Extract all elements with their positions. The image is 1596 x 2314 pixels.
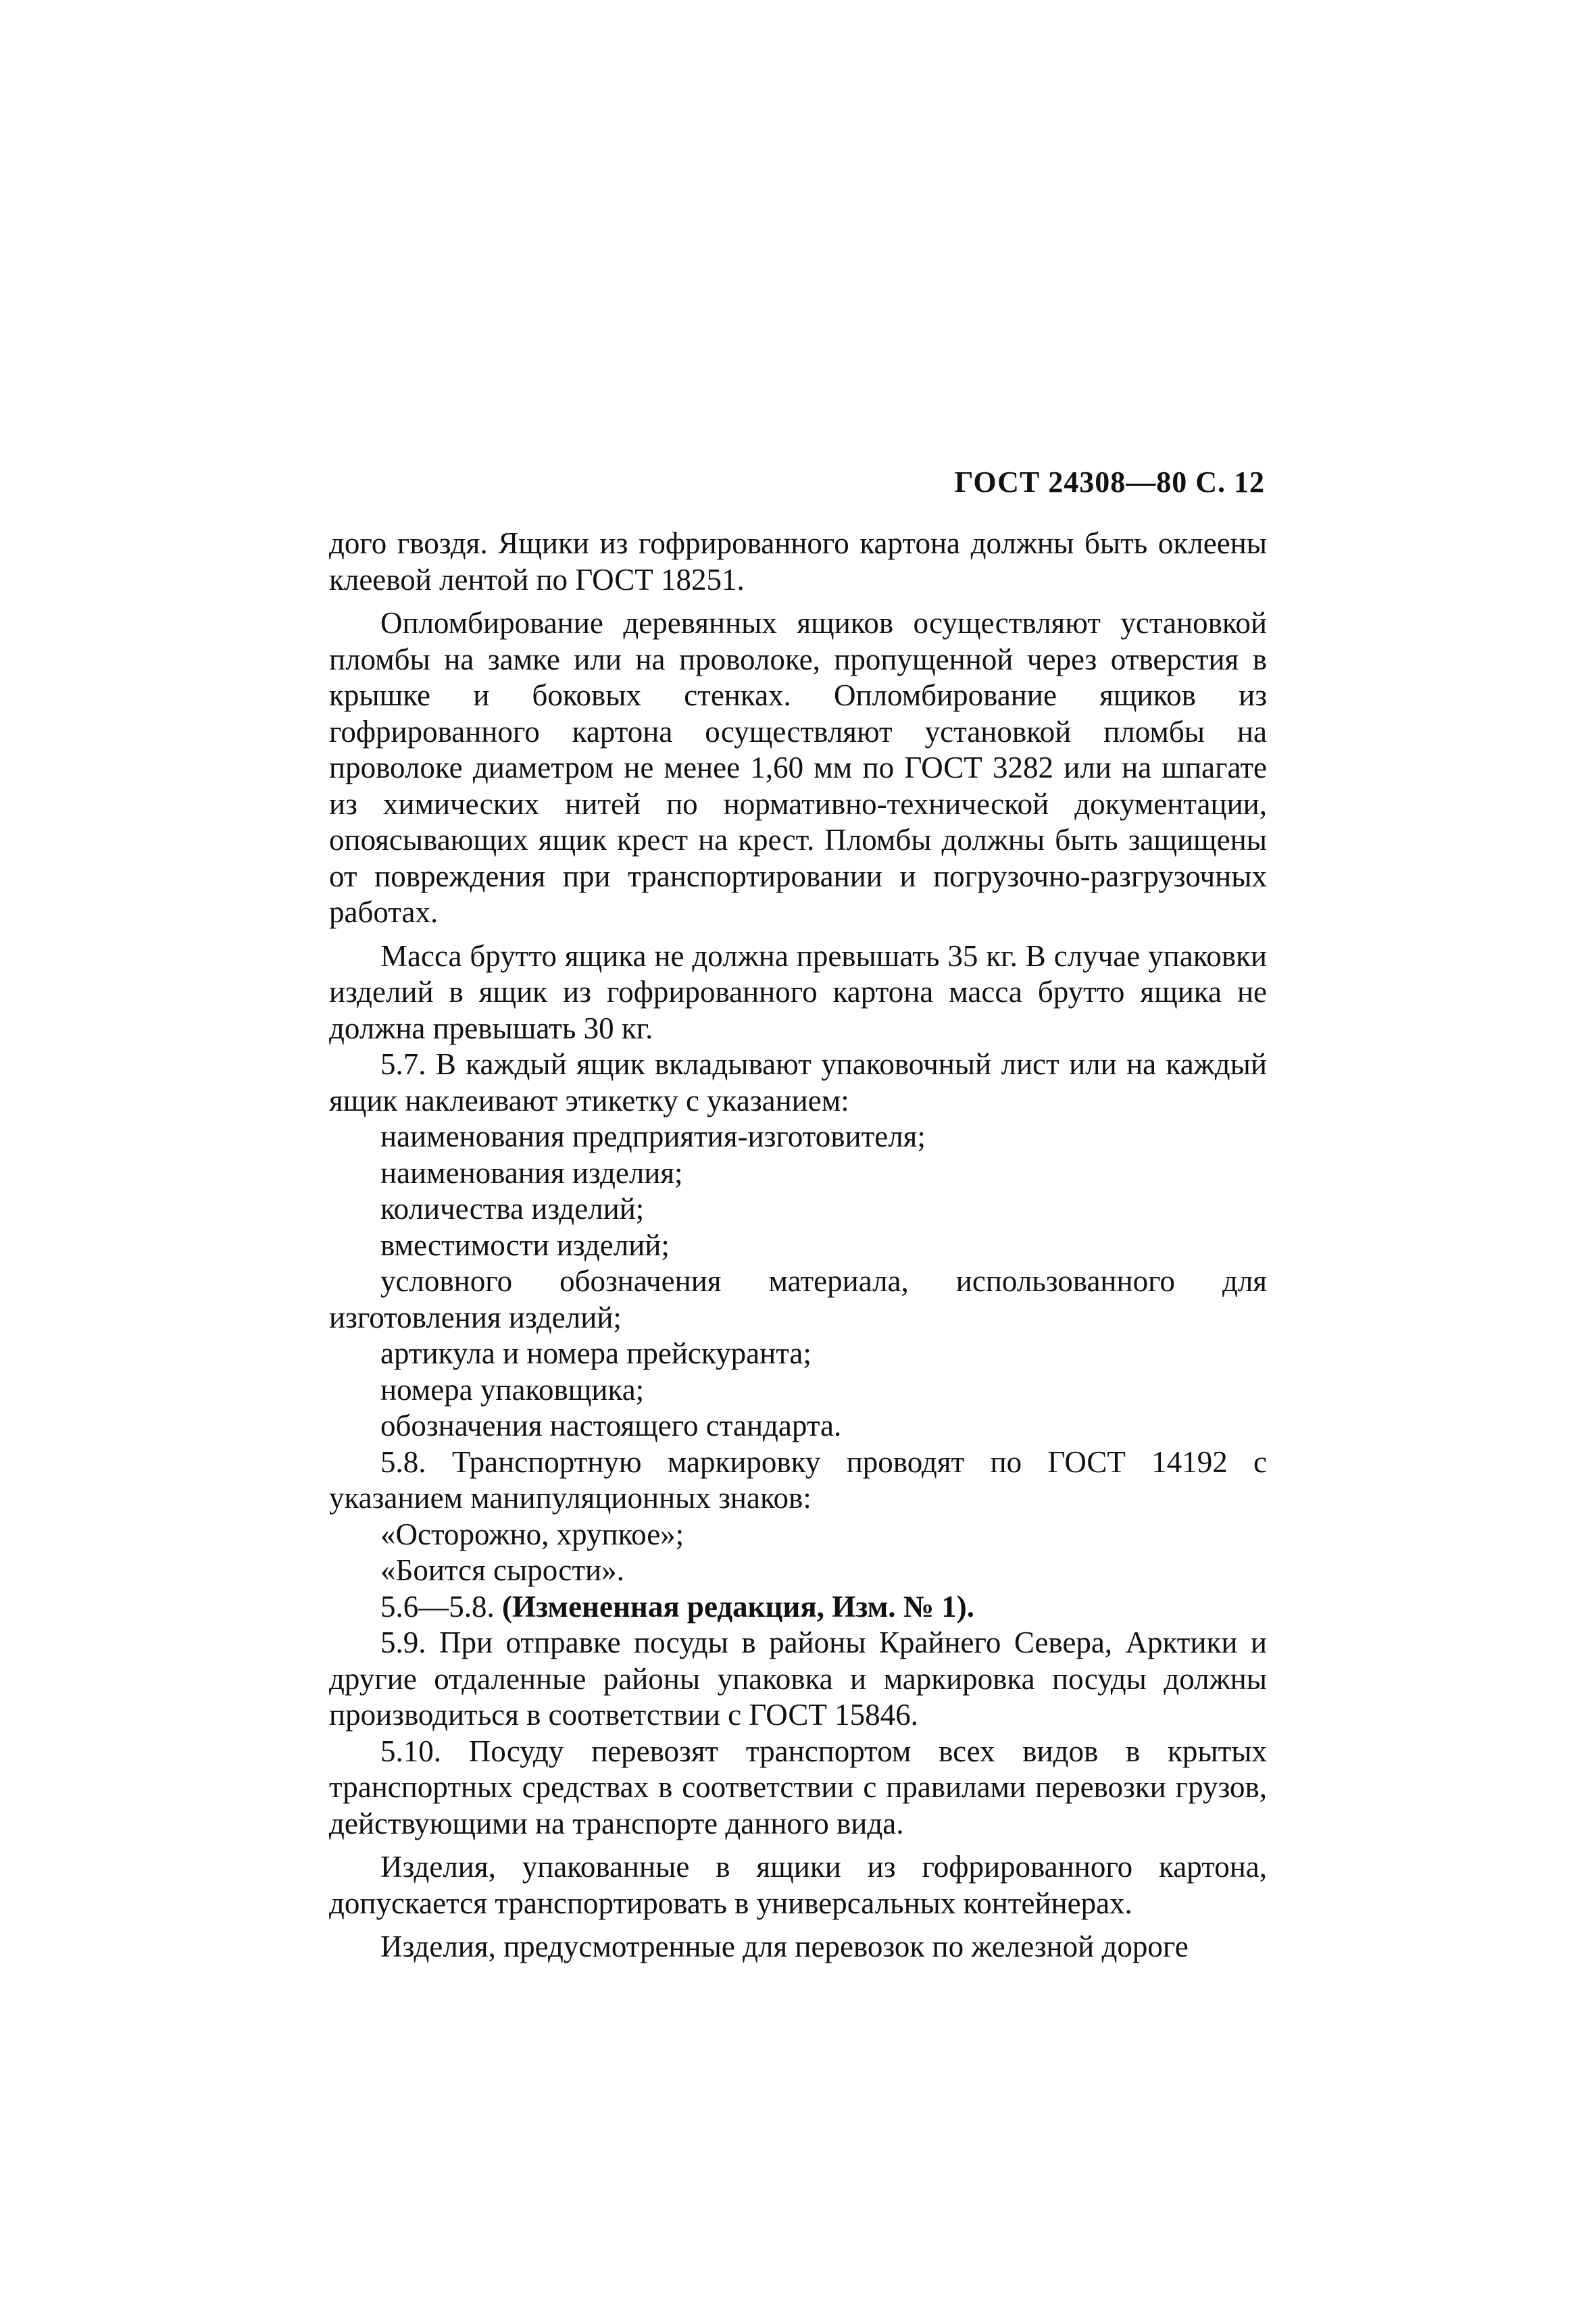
amendment-ref: 5.6—5.8. (380, 1589, 495, 1624)
list-item: «Осторожно, хрупкое»; (380, 1517, 684, 1551)
label-contents-list (329, 1119, 1267, 1444)
list-item: количества изделий; (380, 1192, 645, 1226)
list-item: обозначения настоящего стандарта. (380, 1409, 842, 1442)
list-item: наименования предприятия-изготовителя; (380, 1120, 926, 1153)
paragraph: Изделия, предусмотренные для перевозок по железной дороге (380, 1930, 1189, 1963)
paragraph: Изделия, упакованные в ящики из гофрированного картона, допускается транспортировать в универсальных контейнерах. (329, 1850, 1267, 1920)
paragraph-5-7: 5.7. В каждый ящик вкладывают упаковочный лист или на каждый ящик наклеивают этикетку с указанием: (329, 1047, 1267, 1117)
paragraph: Опломбирование деревянных ящиков осуществляют установкой пломбы на замке или на проволоке, пропущенной через отверстия в крышке и боковых стенках. Опломбирование ящиков из гофрированного картона осуществляют установкой пломбы на проволоке диаметром не менее 1,60 мм по ГОСТ 3282 или на шпагате из химических нитей по нормативно-технической документации, опоясывающих ящик крест на крест. Пломбы должны быть защищены от повреждения при транспортировании и погрузочно-разгрузочных работах. (329, 606, 1267, 929)
list-item: артикула и номера прейскуранта; (380, 1336, 812, 1370)
amendment-note (329, 1589, 1267, 1626)
paragraph-5-10: 5.10. Посуду перевозят транспортом всех видов в крытых транспортных средствах в соответствии с правилами перевозки грузов, действующими на транспорте данного вида. (329, 1734, 1267, 1840)
handling-signs-list (329, 1517, 1267, 1589)
running-head: ГОСТ 24308—80 С. 12 (954, 466, 1265, 499)
list-item: вместимости изделий; (380, 1228, 670, 1262)
paragraph: дого гвоздя. Ящики из гофрированного картона должны быть оклеены клеевой лентой по ГОСТ 18251. (329, 526, 1267, 597)
document-body (329, 526, 1267, 1965)
list-item: «Боится сырости». (380, 1553, 624, 1587)
list-item: наименования изделия; (380, 1155, 683, 1190)
paragraph-5-8: 5.8. Транспортную маркировку проводят по ГОСТ 14192 с указанием манипуляционных знаков: (329, 1444, 1267, 1515)
amendment-text: (Измененная редакция, Изм. № 1). (502, 1589, 975, 1624)
list-item: условного обозначения материала, использованного для изготовления изделий; (329, 1264, 1267, 1334)
paragraph: Масса брутто ящика не должна превышать 35 кг. В случае упаковки изделий в ящик из гофрированного картона масса брутто ящика не должна превышать 30 кг. (329, 938, 1267, 1045)
paragraph-5-9: 5.9. При отправке посуды в районы Крайнего Севера, Арктики и другие отдаленные районы упаковка и маркировка посуды должны производиться в соответствии с ГОСТ 15846. (329, 1626, 1267, 1732)
list-item: номера упаковщика; (380, 1372, 645, 1407)
